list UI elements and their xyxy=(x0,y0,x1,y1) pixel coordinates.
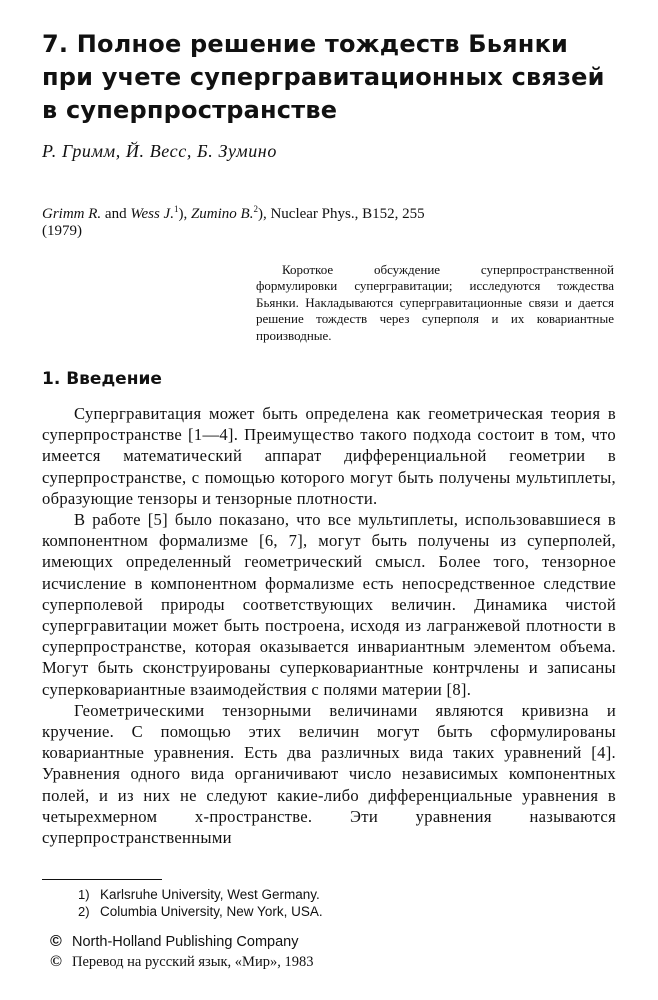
copyright-line xyxy=(50,952,313,972)
original-citation: Grimm R. and Wess J.$^1$), Zumino B.$^2$), Nuclear Phys., B152, 255 (1979) xyxy=(42,204,425,239)
paragraph: Супергравитация может быть определена как геометрическая теория в суперпространстве [1—4]. Преимущество такого подхода состоит в том, что имеется математический аппарат дифференциальной геометрии в суперпространстве, с помощью которого могут быть получены мультиплеты, образующие тензоры и тензорные плотности. xyxy=(42,404,616,508)
paragraph: Геометрическими тензорными величинами являются кривизна и кручение. С помощью этих величин могут быть сформулированы ковариантные уравнения. Есть два различных вида таких уравнений [4]. Уравнения одного вида органичивают число независимых компонентных полей, и из них не следуют какие-либо дифференциальные уравнения в четырехмерном x-пространстве. Эти уравнения называются суперпространственными xyxy=(42,700,616,848)
copyright-line xyxy=(50,932,313,952)
copyright-translation: Перевод на русский язык, «Мир», 1983 xyxy=(72,954,314,970)
chapter-title-line-3: в суперпространстве xyxy=(42,96,338,124)
chapter-title xyxy=(42,28,632,127)
citation-year: (1979) xyxy=(42,223,82,239)
footnote-text: Columbia University, New York, USA. xyxy=(100,904,323,919)
citation-journal: ), Nuclear Phys., B152, 255 xyxy=(257,206,425,222)
section-heading: 1. Введение xyxy=(42,369,162,389)
citation-author-wess: Wess J. xyxy=(130,206,174,222)
footnote-divider xyxy=(42,879,162,880)
abstract: Короткое обсуждение суперпространственной формулировки супергравитации; исследуются тождества Бьянки. Накладываются супергравитационные связи и дается решение тождеств через суперполя и их ковариантные производные. xyxy=(256,262,614,343)
chapter-authors: Р. Гримм, Й. Весс, Б. Зумино xyxy=(42,141,277,161)
citation-footnote-mark-1: 1 xyxy=(173,204,179,214)
footnote-number: 2) xyxy=(78,904,90,919)
paragraph: В работе [5] было показано, что все мультиплеты, использовавшиеся в компонентном формализме [6, 7], могут быть получены из суперполей, имеющих определенный геометрический смысл. Более того, тензорное исчисление в компонентном формализме есть непосредственное следствие суперполевой природы соответствующих величин. Динамика чистой супергравитации может быть построена, исходя из лагранжевой плотности в суперпространстве, которая оказывается инвариантным элементом объема. Могут быть сконструированы суперковариантные контрчлены и записаны суперковариантные взаимодействия с полями материи [8]. xyxy=(42,510,616,699)
copyright-icon: © xyxy=(50,953,62,970)
citation-and: and xyxy=(104,206,127,222)
footnotes xyxy=(78,886,323,920)
copyright-icon: © xyxy=(50,933,62,950)
footnote-text: Karlsruhe University, West Germany. xyxy=(100,887,320,902)
copyright-block xyxy=(50,932,313,972)
footnote xyxy=(78,886,323,903)
chapter-title-line-1: 7. Полное решение тождеств Бьянки xyxy=(42,30,569,58)
section-body xyxy=(42,403,616,848)
citation-author-grimm: Grimm R. xyxy=(42,206,102,222)
footnote-number: 1) xyxy=(78,887,90,902)
copyright-publisher: North-Holland Publishing Company xyxy=(72,934,299,950)
footnote xyxy=(78,903,323,920)
citation-author-zumino: Zumino B. xyxy=(190,206,254,222)
citation-footnote-mark-2: 2 xyxy=(253,204,258,214)
chapter-title-line-2: при учете супергравитационных связей xyxy=(42,63,605,91)
